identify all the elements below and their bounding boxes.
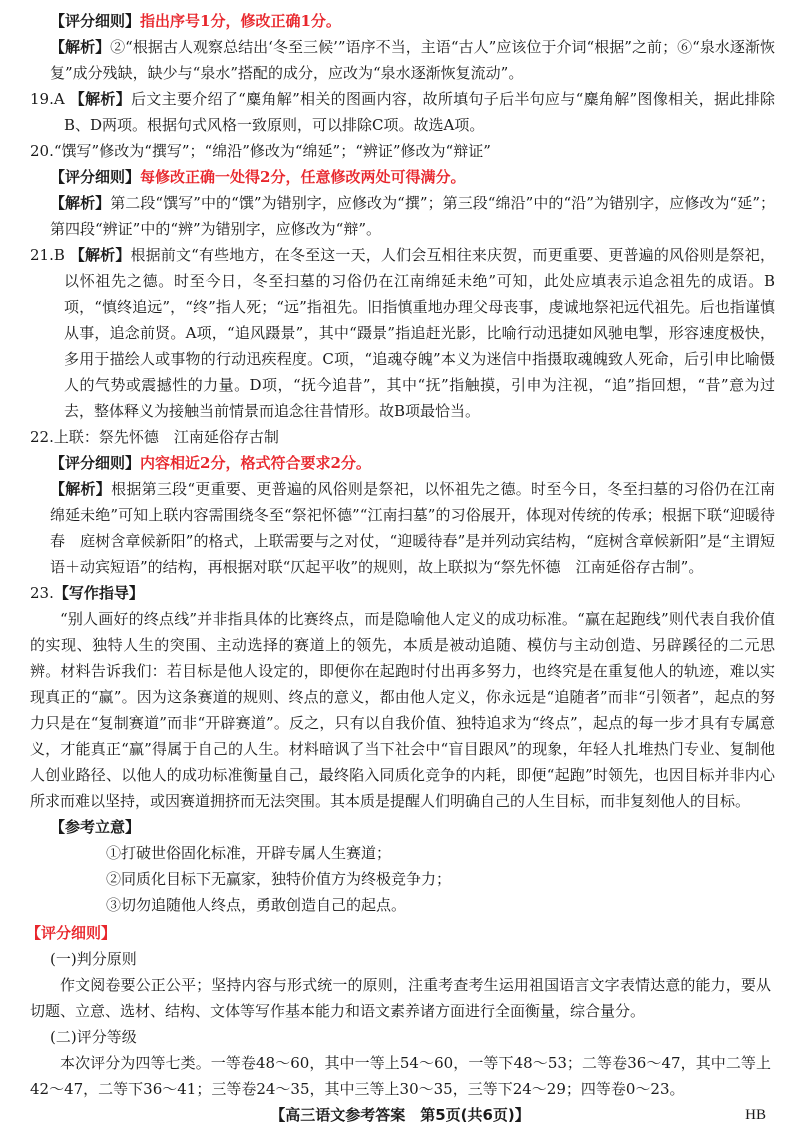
q20-number: 20. <box>30 142 54 160</box>
q20-answer <box>30 138 775 164</box>
q22-answer <box>30 424 775 450</box>
rules-paragraph-1: 作文阅卷要公正公平；坚持内容与形式统一的原则，注重考查考生运用祖国语言文字表情达意的能力，要从切题、立意、选材、结构、文体等写作基本能力和语文素养诸方面进行全面衡量，综合量分。 <box>30 976 771 1020</box>
q22-answer-text: 上联：祭先怀德 江南延俗存古制 <box>53 428 279 446</box>
q21-analysis-text: 根据前文“有些地方，在冬至这一天，人们会互相往来庆贺，而更重要、更普遍的风俗则是祭祀，以怀祖先之德。时至今日，冬至扫墓的习俗仍在江南绵延未绝”可知，此处应填表示追念祖先的成语。B项，“慎终追远”，“终”指人死；“远”指祖先。旧指慎重地办理父母丧事，虔诚地祭祀远代祖先。后也指谨慎从事，追念前贤。A项，“追风蹑景”，其中“蹑景”指追赶光影，比喻行动迅捷如风驰电掣，形容速度极快，多用于描绘人或事物的行动迅疾程度。C项，“追魂夺魄”本义为迷信中指摄取魂魄致人死命，后引申比喻慑人的气势或震撼性的力量。D项，“抚今追昔”，其中“抚”指触摸，引申为注视，“追”指回想，“昔”意为过去，整体释义为接触当前情景而追念往昔情形。故B项最恰当。 <box>64 246 775 420</box>
q22-scoring-label: 【评分细则】 <box>50 454 141 472</box>
q23-guide-label: 【写作指导】 <box>53 584 144 602</box>
q22-number: 22. <box>30 428 54 446</box>
page-footer <box>0 1102 800 1128</box>
q23-ref-item: ①打破世俗固化标准，开辟专属人生赛道； <box>106 844 392 862</box>
q19-number: 19.A <box>30 90 65 108</box>
q22-analysis-text: 根据第三段“更重要、更普遍的风俗则是祭祀，以怀祖先之德。时至今日，冬至扫墓的习俗仍在江南绵延未绝”可知上联内容需围绕冬至“祭祀怀德”“江南扫墓”的习俗展开，体现对传统的传承；根据下联“迎暖待春 庭树含章候新阳”的格式，上联需要与之对仗，“迎暖待春”是并列动宾结构，“庭树含章候新阳”是“主谓短语＋动宾短语”的结构，再根据对联“仄起平收”的规则，故上联拟为“祭先怀德 江南延俗存古制”。 <box>50 480 775 576</box>
rules-label-line <box>26 920 771 946</box>
q23-ref-label: 【参考立意】 <box>50 818 141 836</box>
rules-label: 【评分细则】 <box>26 924 117 942</box>
q22-analysis-label: 【解析】 <box>50 480 112 498</box>
q20-scoring-label: 【评分细则】 <box>50 168 141 186</box>
q20-analysis-label: 【解析】 <box>50 194 111 212</box>
footer-title: 【高三语文参考答案 第5页(共6页)】 <box>270 1106 530 1124</box>
q20-scoring-line <box>30 164 775 190</box>
rules-heading-2: (二)评分等级 <box>50 1028 137 1046</box>
rules-heading-1: (一)判分原则 <box>50 950 137 968</box>
q19 <box>30 86 775 138</box>
q23-number: 23. <box>30 584 54 602</box>
q23-ref-item: ②同质化目标下无赢家，独特价值方为终极竞争力； <box>106 870 452 888</box>
q20-answer-text: “馔写”修改为“撰写”；“绵沿”修改为“绵延”；“辨证”修改为“辩证” <box>53 142 491 160</box>
q19-answer <box>30 86 775 138</box>
q19-analysis-text: 后文主要介绍了“麋角解”相关的图画内容，故所填句子后半句应与“麋角解”图像相关，据此排除B、D两项。根据句式风格一致原则，可以排除C项。故选A项。 <box>64 90 775 134</box>
q21-number: 21.B <box>30 246 65 264</box>
q20-analysis-text: 第二段“馔写”中的“馔”为错别字，应修改为“撰”；第三段“绵沿”中的“沿”为错别字，应修改为“延”；第四段“辨证”中的“辨”为错别字，应修改为“辩”。 <box>50 194 775 238</box>
q21 <box>30 242 775 424</box>
q23-header <box>30 580 775 606</box>
scoring-rule-line <box>30 8 775 34</box>
rules-paragraph-2: 本次评分为四等七类。一等卷48～60，其中一等上54～60，一等下48～53；二等卷36～47，其中二等上42～47，二等下36～41；三等卷24～35，其中三等上30～35，三等下24～29；四等卷0～23。 <box>30 1054 771 1098</box>
q23 <box>30 580 775 918</box>
scoring-rule-text: 指出序号1分，修改正确1分。 <box>140 12 341 30</box>
q18-tail <box>30 8 775 86</box>
q23-ref-item: ③切勿追随他人终点，勇敢创造自己的起点。 <box>106 896 407 914</box>
scoring-rule-label: 【评分细则】 <box>50 12 141 30</box>
q22-analysis <box>30 476 775 580</box>
q22 <box>30 424 775 580</box>
q23-guide-text: “别人画好的终点线”并非指具体的比赛终点，而是隐喻他人定义的成功标准。“赢在起跑线”则代表自我价值的实现、独特人生的突围、主动选择的赛道上的领先，本质是被动追随、模仿与主动创造、另辟蹊径的二元思辨。材料告诉我们：若目标是他人设定的，即便你在起跑时付出再多努力，也终究是在重复他人的轨迹，难以实现真正的“赢”。因为这条赛道的规则、终点的意义，都由他人定义，你永远是“追随者”而非“引领者”，起点的努力只是在“复制赛道”而非“开辟赛道”。反之，只有以自我价值、独特追求为“终点”，起点的每一步才具有专属意义，才能真正“赢”得属于自己的人生。材料暗讽了当下社会中“盲目跟风”的现象，年轻人扎堆热门专业、复制他人创业路径、以他人的成功标准衡量自己，最终陷入同质化竞争的内耗，即便“起跑”时领先，也因目标并非内心所求而难以坚持，或因赛道拥挤而无法突围。其本质是提醒人们明确自己的人生目标，而非复刻他人的目标。 <box>30 610 775 810</box>
q20 <box>30 138 775 242</box>
q22-scoring-text: 内容相近2分，格式符合要求2分。 <box>140 454 371 472</box>
footer-code: HB <box>745 1107 766 1123</box>
analysis-label: 【解析】 <box>50 38 111 56</box>
q19-analysis-label: 【解析】 <box>69 90 132 108</box>
analysis-text: ②“根据古人观察总结出‘冬至三候’”语序不当，主语“古人”应该位于介词“根据”之前；⑥“泉水逐渐恢复”成分残缺，缺少与“泉水”搭配的成分，应改为“泉水逐渐恢复流动”。 <box>50 38 775 82</box>
q21-answer <box>30 242 775 424</box>
analysis-paragraph <box>30 34 775 86</box>
q23-ref-label-line <box>30 814 775 840</box>
q21-analysis-label: 【解析】 <box>69 246 131 264</box>
q20-scoring-text: 每修改正确一处得2分，任意修改两处可得满分。 <box>140 168 466 186</box>
q22-scoring-line <box>30 450 775 476</box>
q20-analysis <box>30 190 775 242</box>
essay-scoring-rules <box>26 920 771 1102</box>
